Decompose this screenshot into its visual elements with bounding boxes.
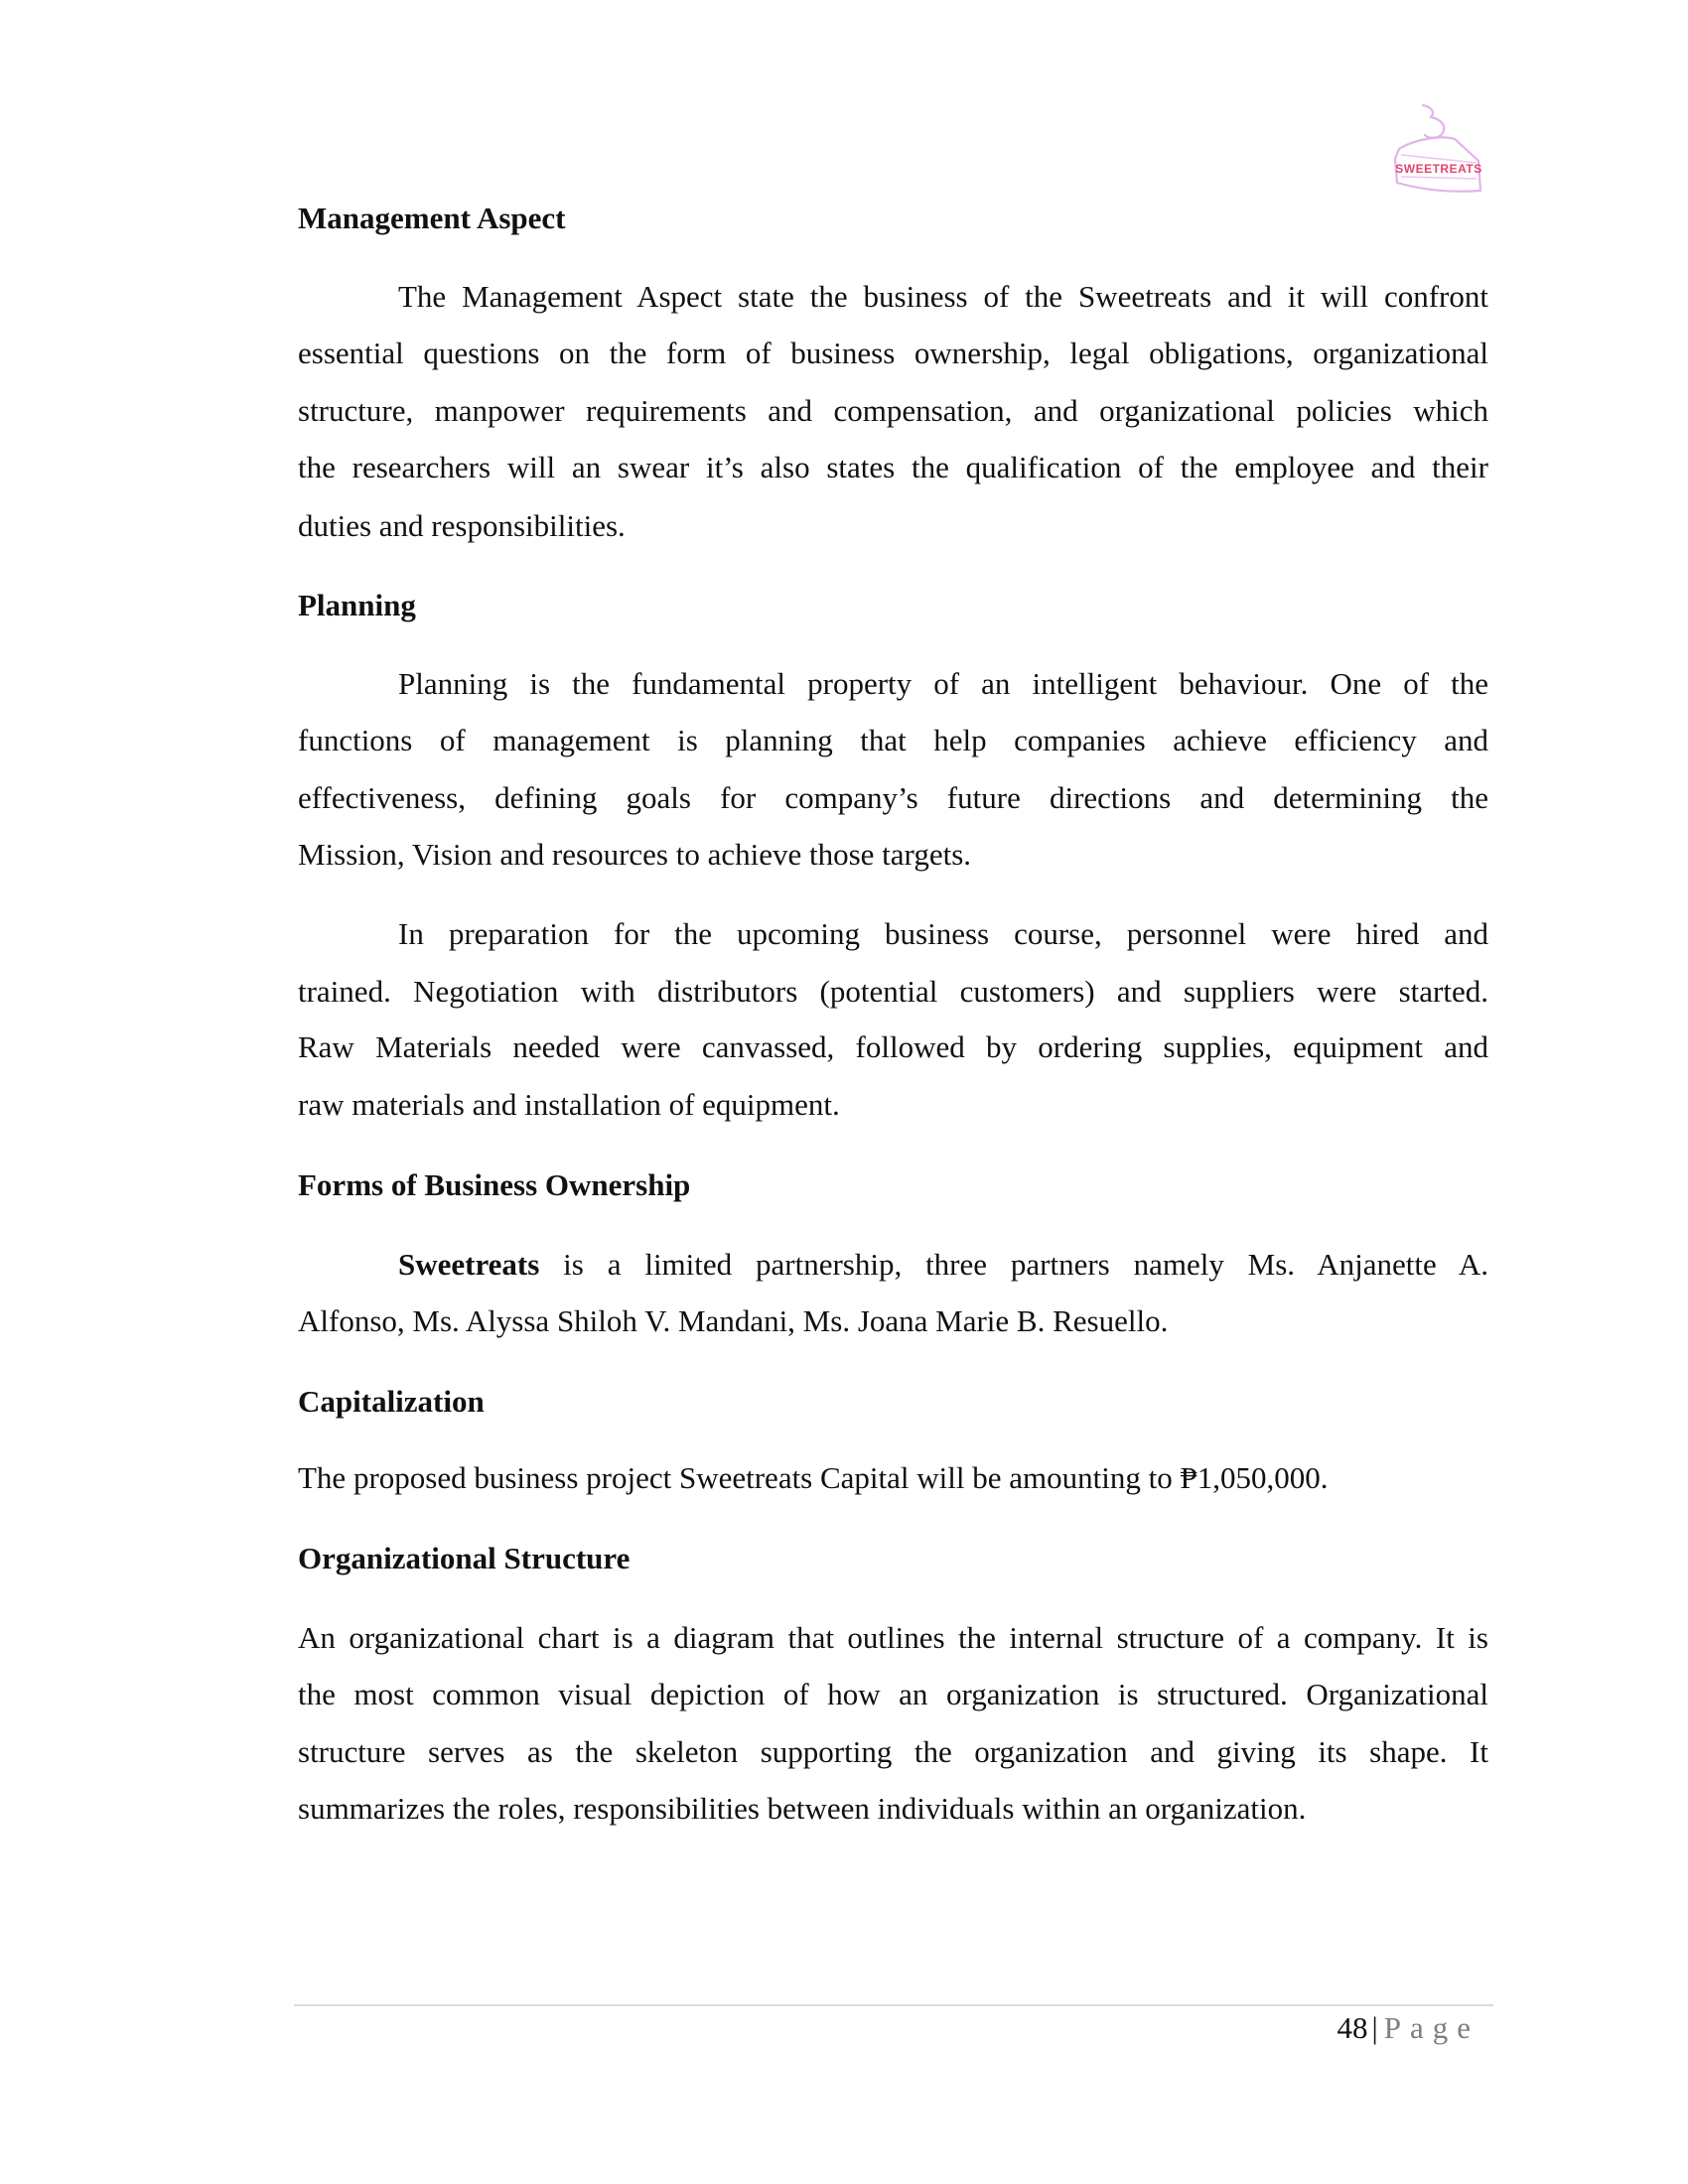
paragraph-line: effectiveness, defining goals for company’s future directions and determining the	[298, 780, 1488, 815]
page-footer	[1192, 2008, 1479, 2048]
svg-text:SWEETREATS: SWEETREATS	[1395, 162, 1482, 176]
paragraph-line: raw materials and installation of equipment.	[298, 1087, 840, 1122]
page-label: Page	[1383, 2010, 1479, 2045]
paragraph-line: trained. Negotiation with distributors (potential customers) and suppliers were started.	[298, 974, 1488, 1009]
paragraph-line: Alfonso, Ms. Alyssa Shiloh V. Mandani, Ms. Joana Marie B. Resuello.	[298, 1303, 1169, 1338]
footer-separator: |	[1371, 2010, 1378, 2045]
paragraph-line: Mission, Vision and resources to achieve those targets.	[298, 837, 972, 872]
paragraph-line: the most common visual depiction of how an organization is structured. Organizational	[298, 1677, 1488, 1711]
paragraph-line: essential questions on the form of business ownership, legal obligations, organizational	[298, 336, 1488, 370]
paragraph-line: duties and responsibilities.	[298, 508, 626, 543]
paragraph-line: summarizes the roles, responsibilities between individuals within an organization.	[298, 1791, 1307, 1826]
section-heading-planning: Planning	[298, 588, 416, 622]
paragraph-line: In preparation for the upcoming business course, personnel were hired and	[398, 916, 1488, 951]
paragraph-text: is a limited partnership, three partners namely Ms. Anjanette A.	[539, 1247, 1488, 1282]
paragraph-line: Raw Materials needed were canvassed, followed by ordering supplies, equipment and	[298, 1029, 1488, 1064]
paragraph-line: The Management Aspect state the business of the Sweetreats and it will confront	[398, 279, 1488, 314]
section-heading-capitalization: Capitalization	[298, 1384, 485, 1419]
section-heading-forms-of-business-ownership: Forms of Business Ownership	[298, 1167, 691, 1202]
cake-slice-logo-icon	[1385, 99, 1484, 199]
paragraph-line	[398, 1245, 1488, 1285]
paragraph-line: structure, manpower requirements and compensation, and organizational policies which	[298, 393, 1488, 428]
paragraph-line: Planning is the fundamental property of an intelligent behaviour. One of the	[398, 666, 1488, 701]
paragraph-line: structure serves as the skeleton supporting the organization and giving its shape. It	[298, 1734, 1488, 1769]
paragraph-line: the researchers will an swear it’s also states the qualification of the employee and their	[298, 450, 1488, 484]
paragraph-line: The proposed business project Sweetreats Capital will be amounting to ₱1,050,000.	[298, 1460, 1329, 1495]
section-heading-organizational-structure: Organizational Structure	[298, 1541, 631, 1575]
page-number: 48	[1336, 2010, 1368, 2045]
company-name: Sweetreats	[398, 1247, 540, 1282]
section-heading-management-aspect: Management Aspect	[298, 201, 566, 235]
footer-divider	[294, 2004, 1493, 2006]
paragraph-line: An organizational chart is a diagram that outlines the internal structure of a company. It is	[298, 1620, 1488, 1655]
paragraph-line: functions of management is planning that help companies achieve efficiency and	[298, 723, 1488, 757]
